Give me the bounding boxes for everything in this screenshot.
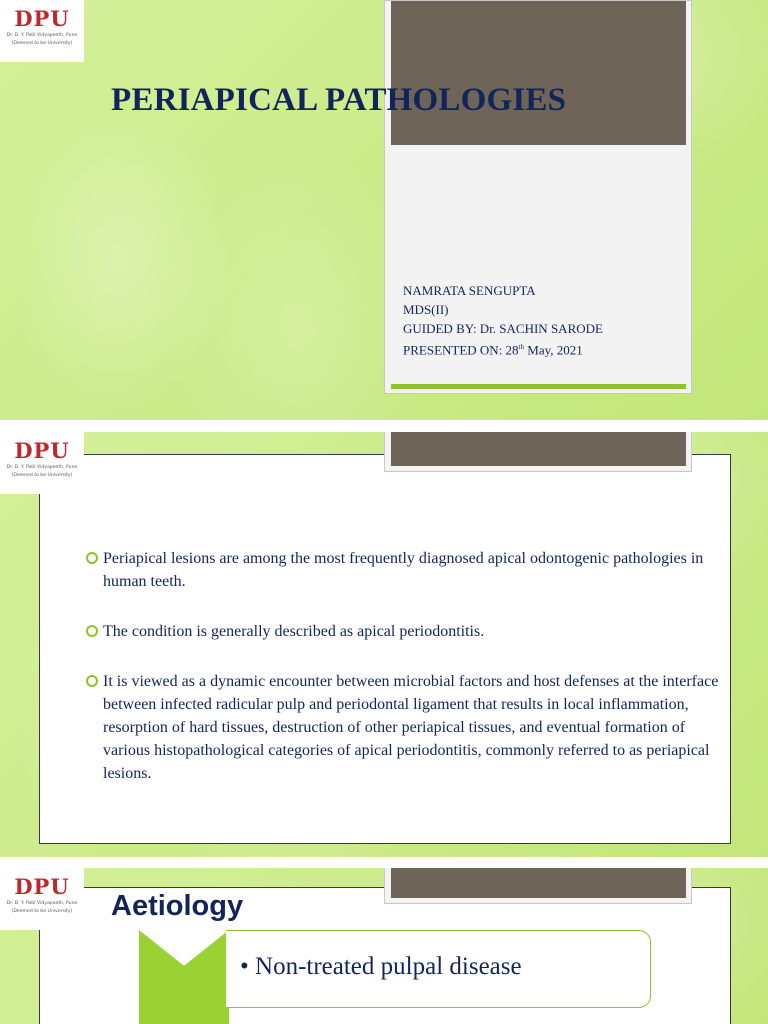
guide-name: GUIDED BY: Dr. SACHIN SARODE <box>403 321 603 336</box>
logo-subtitle-2: (Deemed to be University) <box>11 41 73 46</box>
author-block <box>403 281 603 359</box>
bullet-circle-icon <box>86 552 98 564</box>
list-item <box>226 930 651 1008</box>
logo-subtitle-2: (Deemed to be University) <box>11 909 73 914</box>
content-box <box>39 454 731 844</box>
header-tab <box>384 868 692 904</box>
presentation-date: PRESENTED ON: 28th May, 2021 <box>403 342 583 358</box>
logo-mark: DPU <box>14 438 70 463</box>
bullet-circle-icon <box>86 625 98 637</box>
bullet-item: The condition is generally described as apical periodontitis. <box>86 620 736 643</box>
bullet-list <box>86 547 736 812</box>
author-name: NAMRATA SENGUPTA <box>403 283 536 298</box>
section-heading: Aetiology <box>111 890 244 922</box>
presentation-title: PERIAPICAL PATHOLOGIES <box>111 82 567 118</box>
header-tab-dark-panel <box>391 432 686 466</box>
header-tab <box>384 432 692 472</box>
title-card-dark-panel <box>391 1 686 145</box>
list-item-text: • Non-treated pulpal disease <box>240 953 522 980</box>
bullet-item: Periapical lesions are among the most frequently diagnosed apical odontogenic pathologies in human teeth. <box>86 547 736 593</box>
author-degree: MDS(II) <box>403 302 449 317</box>
slide-title <box>0 0 768 420</box>
dpu-logo <box>0 868 84 930</box>
title-card-accent-line <box>391 384 686 389</box>
logo-subtitle-1: Dr. D. Y. Patil Vidyapeeth, Pune <box>6 33 78 38</box>
logo-subtitle-1: Dr. D. Y. Patil Vidyapeeth, Pune <box>6 465 78 470</box>
slide-aetiology <box>0 868 768 1024</box>
dpu-logo <box>0 432 84 494</box>
logo-mark: DPU <box>14 874 70 899</box>
bullet-item: It is viewed as a dynamic encounter between microbial factors and host defenses at the interface between infected radicular pulp and periodontal ligament that results in local inflammation, resorption of hard tissues, destruction of other periapical tissues, and eventual formation of various histopathological categories of apical periodontitis, commonly referred to as periapical lesions. <box>86 670 736 785</box>
dpu-logo <box>0 0 84 62</box>
bullet-circle-icon <box>86 675 98 687</box>
header-tab-dark-panel <box>391 868 686 898</box>
logo-subtitle-1: Dr. D. Y. Patil Vidyapeeth, Pune <box>6 901 78 906</box>
logo-subtitle-2: (Deemed to be University) <box>11 473 73 478</box>
slide-introduction <box>0 432 768 857</box>
logo-mark: DPU <box>14 6 70 31</box>
